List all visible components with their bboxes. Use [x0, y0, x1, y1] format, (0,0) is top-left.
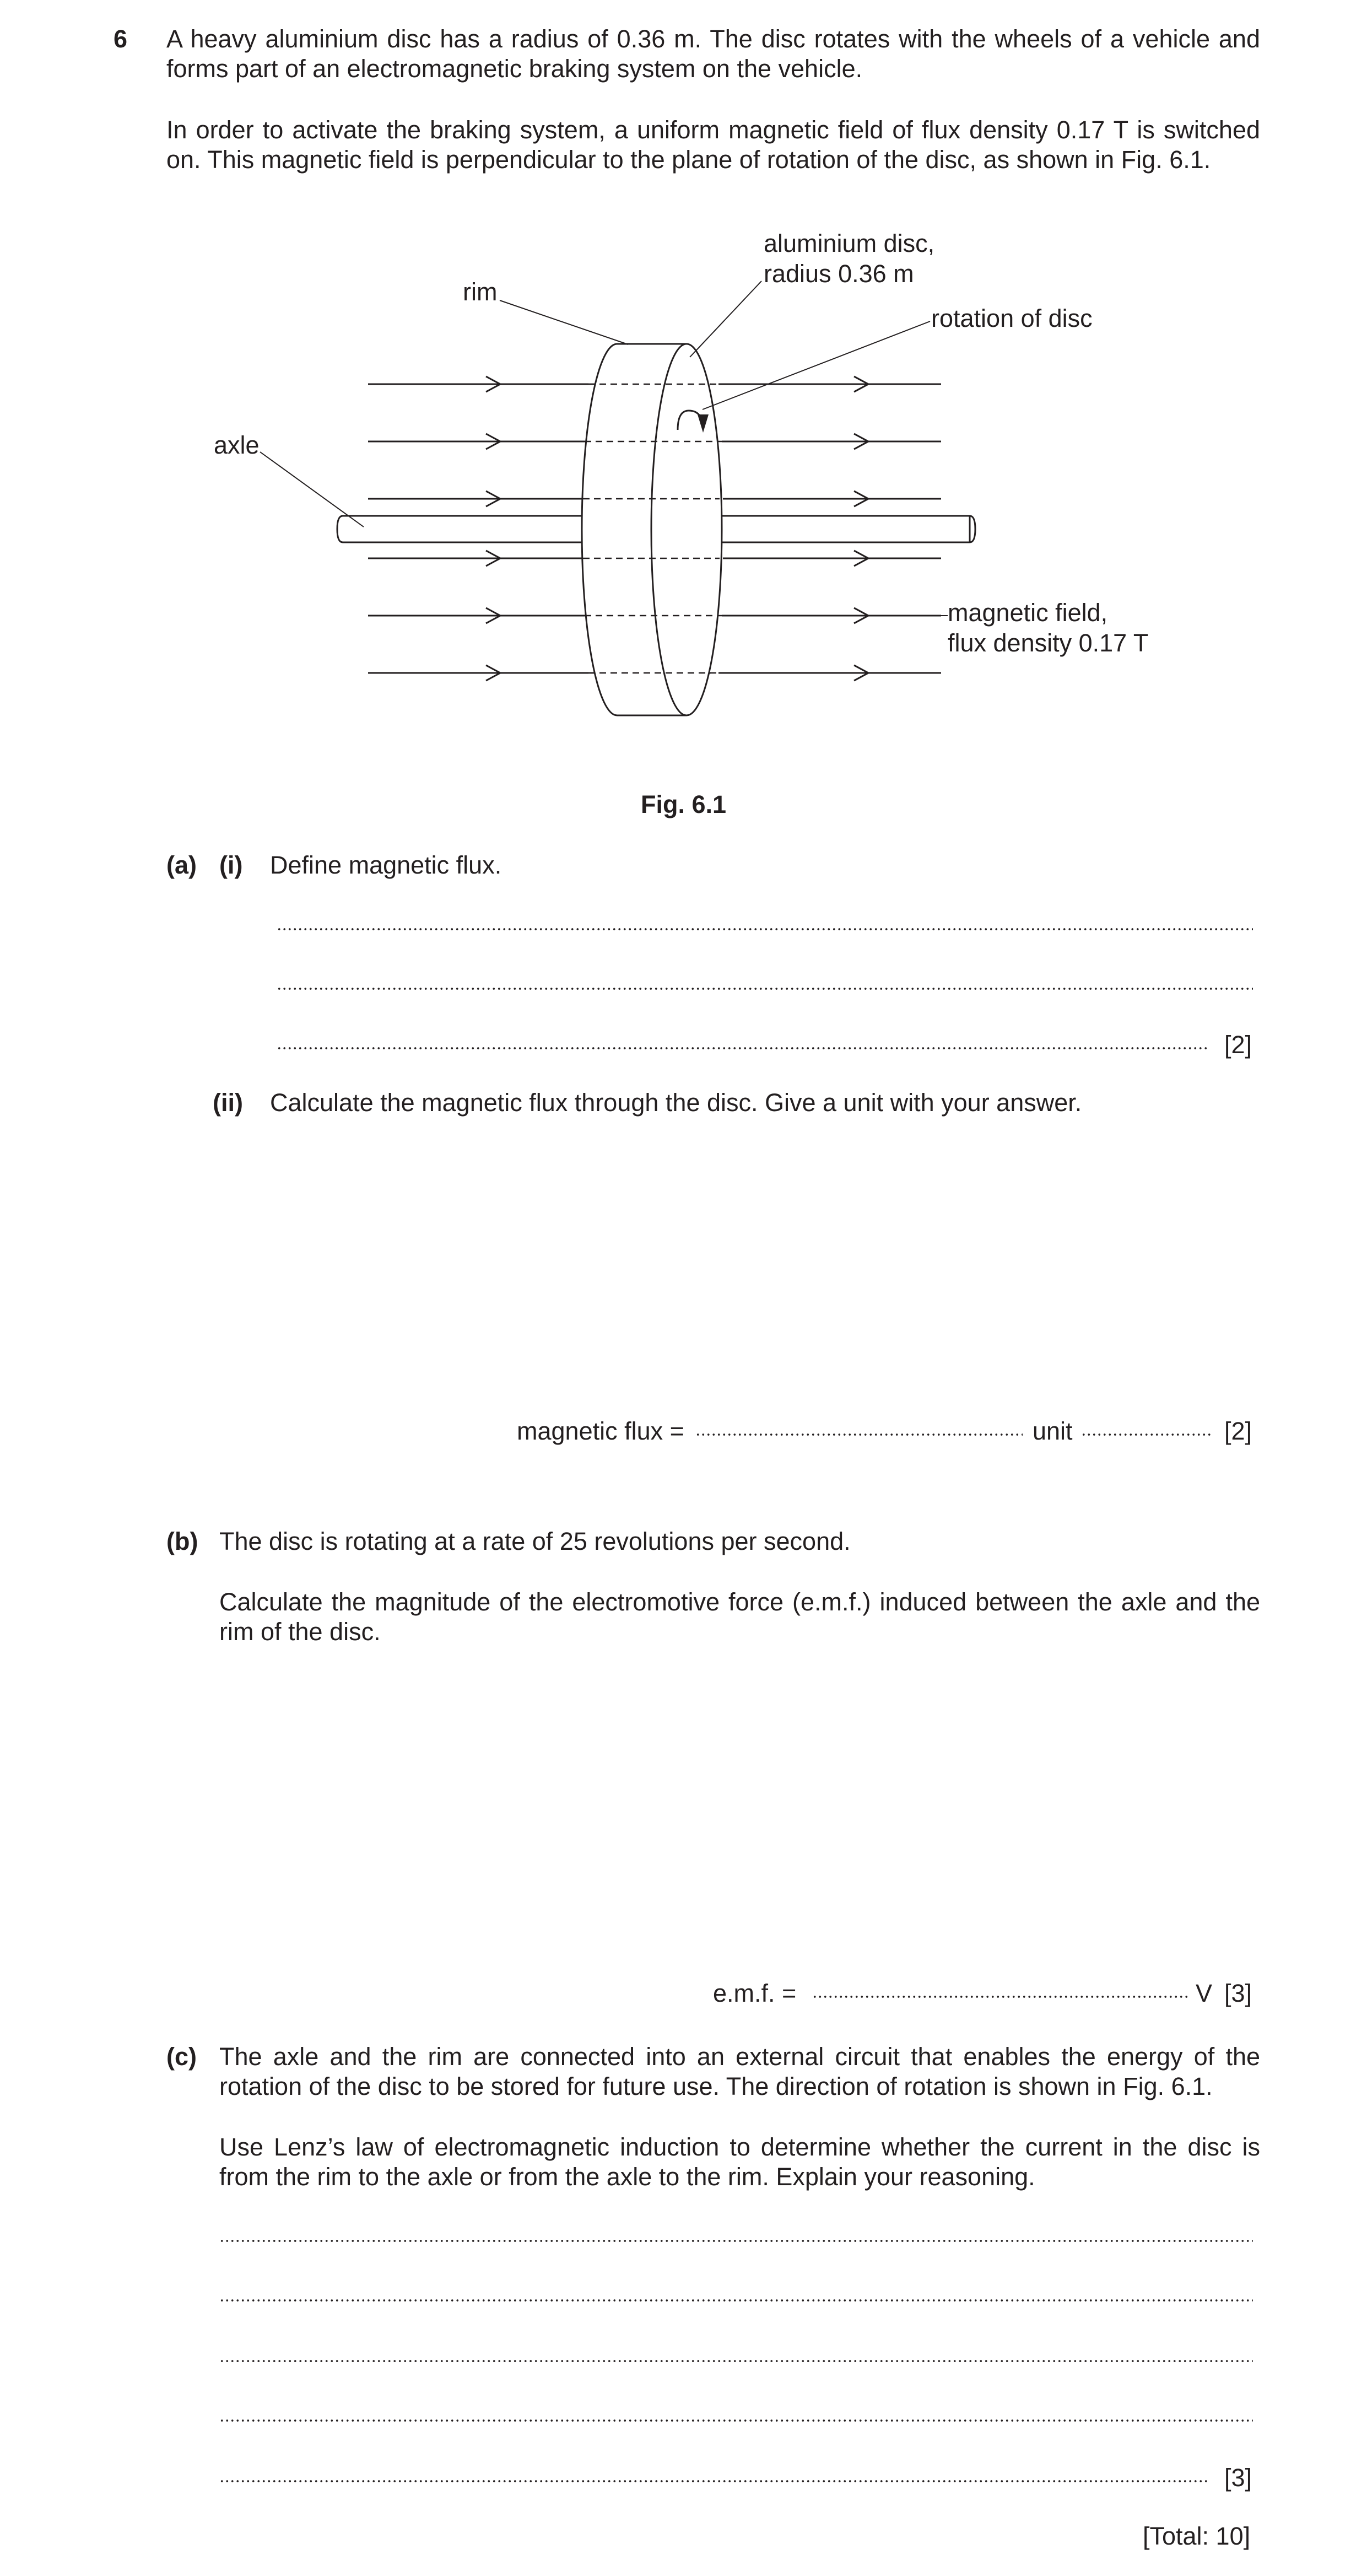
- axle-left-part: [337, 516, 581, 542]
- question-number: 6: [114, 25, 128, 53]
- part-a-label: (a): [166, 851, 197, 879]
- emf-answer-label: e.m.f. =: [713, 1979, 797, 2007]
- answer-line[interactable]: [219, 2419, 1253, 2422]
- axle-right-part: [680, 516, 975, 542]
- figure-6-1-diagram: [0, 0, 1367, 772]
- answer-line[interactable]: [219, 2480, 1208, 2483]
- part-c-text-2: Use Lenz’s law of electromagnetic induction to determine whether the current in the disc is from the rim to the axle or from the axle to the rim. Explain your reasoning.: [219, 2133, 1260, 2191]
- magnetic-flux-answer-label: magnetic flux =: [517, 1417, 684, 1445]
- label-axle: axle: [214, 431, 260, 459]
- label-rotation: rotation of disc: [931, 304, 1093, 332]
- answer-line[interactable]: [277, 987, 1253, 990]
- emf-answer-line[interactable]: [812, 1995, 1188, 1998]
- intro-paragraph-2: In order to activate the braking system, a uniform magnetic field of flux density 0.17 T is switched on. This magnetic field is perpendicular to the plane of rotation of the disc, as shown in Fig. 6.1.: [166, 116, 1260, 174]
- magnetic-flux-answer-line[interactable]: [695, 1433, 1023, 1436]
- unit-label: unit: [1033, 1417, 1073, 1445]
- part-c-label: (c): [166, 2043, 197, 2071]
- part-a-ii-question: Calculate the magnetic flux through the disc. Give a unit with your answer.: [270, 1088, 1082, 1117]
- part-b-text-1: The disc is rotating at a rate of 25 revolutions per second.: [219, 1527, 851, 1555]
- label-disc-line2: radius 0.36 m: [764, 260, 914, 288]
- label-field-line2: flux density 0.17 T: [948, 629, 1149, 657]
- part-c-text-1: The axle and the rim are connected into an external circuit that enables the energy of the rotation of the disc to be stored for future use. The direction of rotation is shown in Fig. 6.1.: [219, 2043, 1260, 2100]
- part-b-label: (b): [166, 1527, 198, 1555]
- total-marks: [Total: 10]: [1143, 2522, 1251, 2550]
- part-b-text-2: Calculate the magnitude of the electromotive force (e.m.f.) induced between the axle and the rim of the disc.: [219, 1588, 1260, 1646]
- answer-line[interactable]: [219, 2239, 1253, 2243]
- answer-line[interactable]: [219, 2359, 1253, 2363]
- answer-line[interactable]: [277, 928, 1253, 931]
- part-a-i-label: (i): [219, 851, 243, 879]
- answer-line[interactable]: [219, 2299, 1253, 2302]
- figure-caption: Fig. 6.1: [641, 790, 727, 818]
- emf-unit: V: [1196, 1979, 1213, 2007]
- part-a-ii-label: (ii): [213, 1088, 243, 1117]
- marks-b: [3]: [1224, 1979, 1252, 2007]
- marks-c: [3]: [1224, 2464, 1252, 2492]
- intro-paragraph-1: A heavy aluminium disc has a radius of 0.36 m. The disc rotates with the wheels of a vehicle and forms part of an electromagnetic braking system on the vehicle.: [166, 25, 1260, 83]
- marks-a-i: [2]: [1224, 1031, 1252, 1059]
- label-rim: rim: [463, 278, 498, 306]
- part-a-i-question: Define magnetic flux.: [270, 851, 502, 879]
- label-field-line1: magnetic field,: [948, 599, 1108, 627]
- unit-answer-line[interactable]: [1081, 1433, 1211, 1436]
- marks-a-ii: [2]: [1224, 1417, 1252, 1445]
- label-disc-line1: aluminium disc,: [764, 229, 935, 257]
- answer-line[interactable]: [277, 1047, 1208, 1050]
